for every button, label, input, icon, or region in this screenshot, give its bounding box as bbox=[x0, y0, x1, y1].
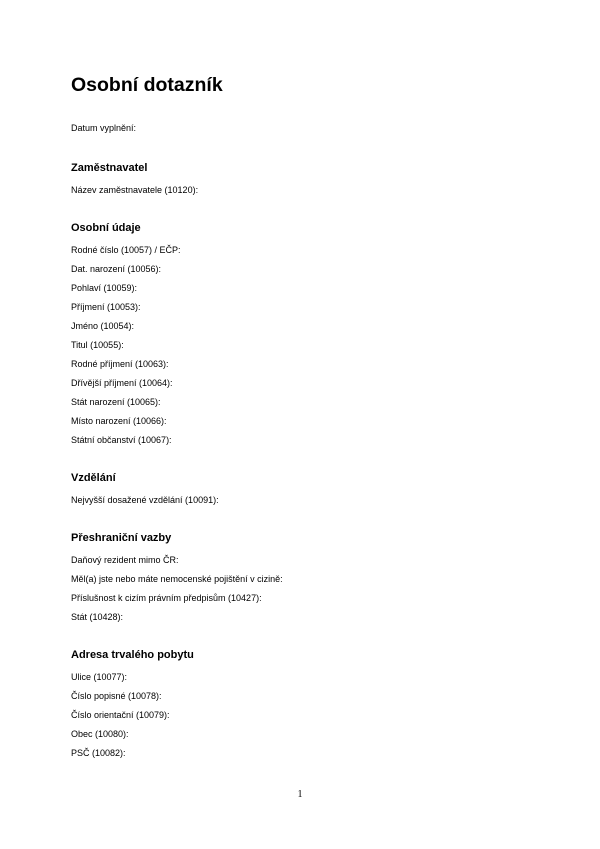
section-title: Zaměstnavatel bbox=[71, 162, 148, 174]
field-label: Rodné příjmení (10063): bbox=[71, 359, 169, 369]
field-label: Titul (10055): bbox=[71, 340, 124, 350]
field-label: PSČ (10082): bbox=[71, 748, 126, 758]
field-label: Jméno (10054): bbox=[71, 321, 135, 331]
section-cross-border bbox=[71, 532, 551, 623]
field-label: Stát (10428): bbox=[71, 612, 124, 622]
field-label: Rodné číslo (10057) / EČP: bbox=[71, 245, 181, 255]
page-number: 1 bbox=[297, 789, 303, 800]
field-label: Dat. narození (10056): bbox=[71, 264, 162, 274]
section-education bbox=[71, 472, 551, 506]
field-label: Nejvyšší dosažené vzdělání (10091): bbox=[71, 495, 219, 505]
field-label: Číslo orientační (10079): bbox=[71, 710, 170, 720]
field-label: Číslo popisné (10078): bbox=[71, 691, 162, 701]
document-content bbox=[71, 74, 551, 759]
field-label: Název zaměstnavatele (10120): bbox=[71, 185, 199, 195]
field-label: Státní občanství (10067): bbox=[71, 435, 172, 445]
section-personal-data bbox=[71, 222, 551, 446]
field-label: Daňový rezident mimo ČR: bbox=[71, 555, 179, 565]
document-title: Osobní dotazník bbox=[71, 74, 223, 96]
field-label: Obec (10080): bbox=[71, 729, 129, 739]
section-title: Přeshraniční vazby bbox=[71, 532, 172, 544]
date-label: Datum vyplnění: bbox=[71, 123, 137, 133]
section-title: Vzdělání bbox=[71, 472, 116, 484]
field-label: Místo narození (10066): bbox=[71, 416, 167, 426]
field-label: Měl(a) jste nebo máte nemocenské pojištění v cizině: bbox=[71, 574, 283, 584]
section-permanent-address bbox=[71, 649, 551, 759]
section-employer bbox=[71, 162, 551, 196]
field-label: Dřívější příjmení (10064): bbox=[71, 378, 173, 388]
field-label: Pohlaví (10059): bbox=[71, 283, 138, 293]
section-title: Osobní údaje bbox=[71, 222, 141, 234]
field-label: Příslušnost k cizím právním předpisům (10427): bbox=[71, 593, 262, 603]
field-label: Stát narození (10065): bbox=[71, 397, 161, 407]
section-title: Adresa trvalého pobytu bbox=[71, 649, 194, 661]
field-label: Příjmení (10053): bbox=[71, 302, 141, 312]
field-label: Ulice (10077): bbox=[71, 672, 128, 682]
